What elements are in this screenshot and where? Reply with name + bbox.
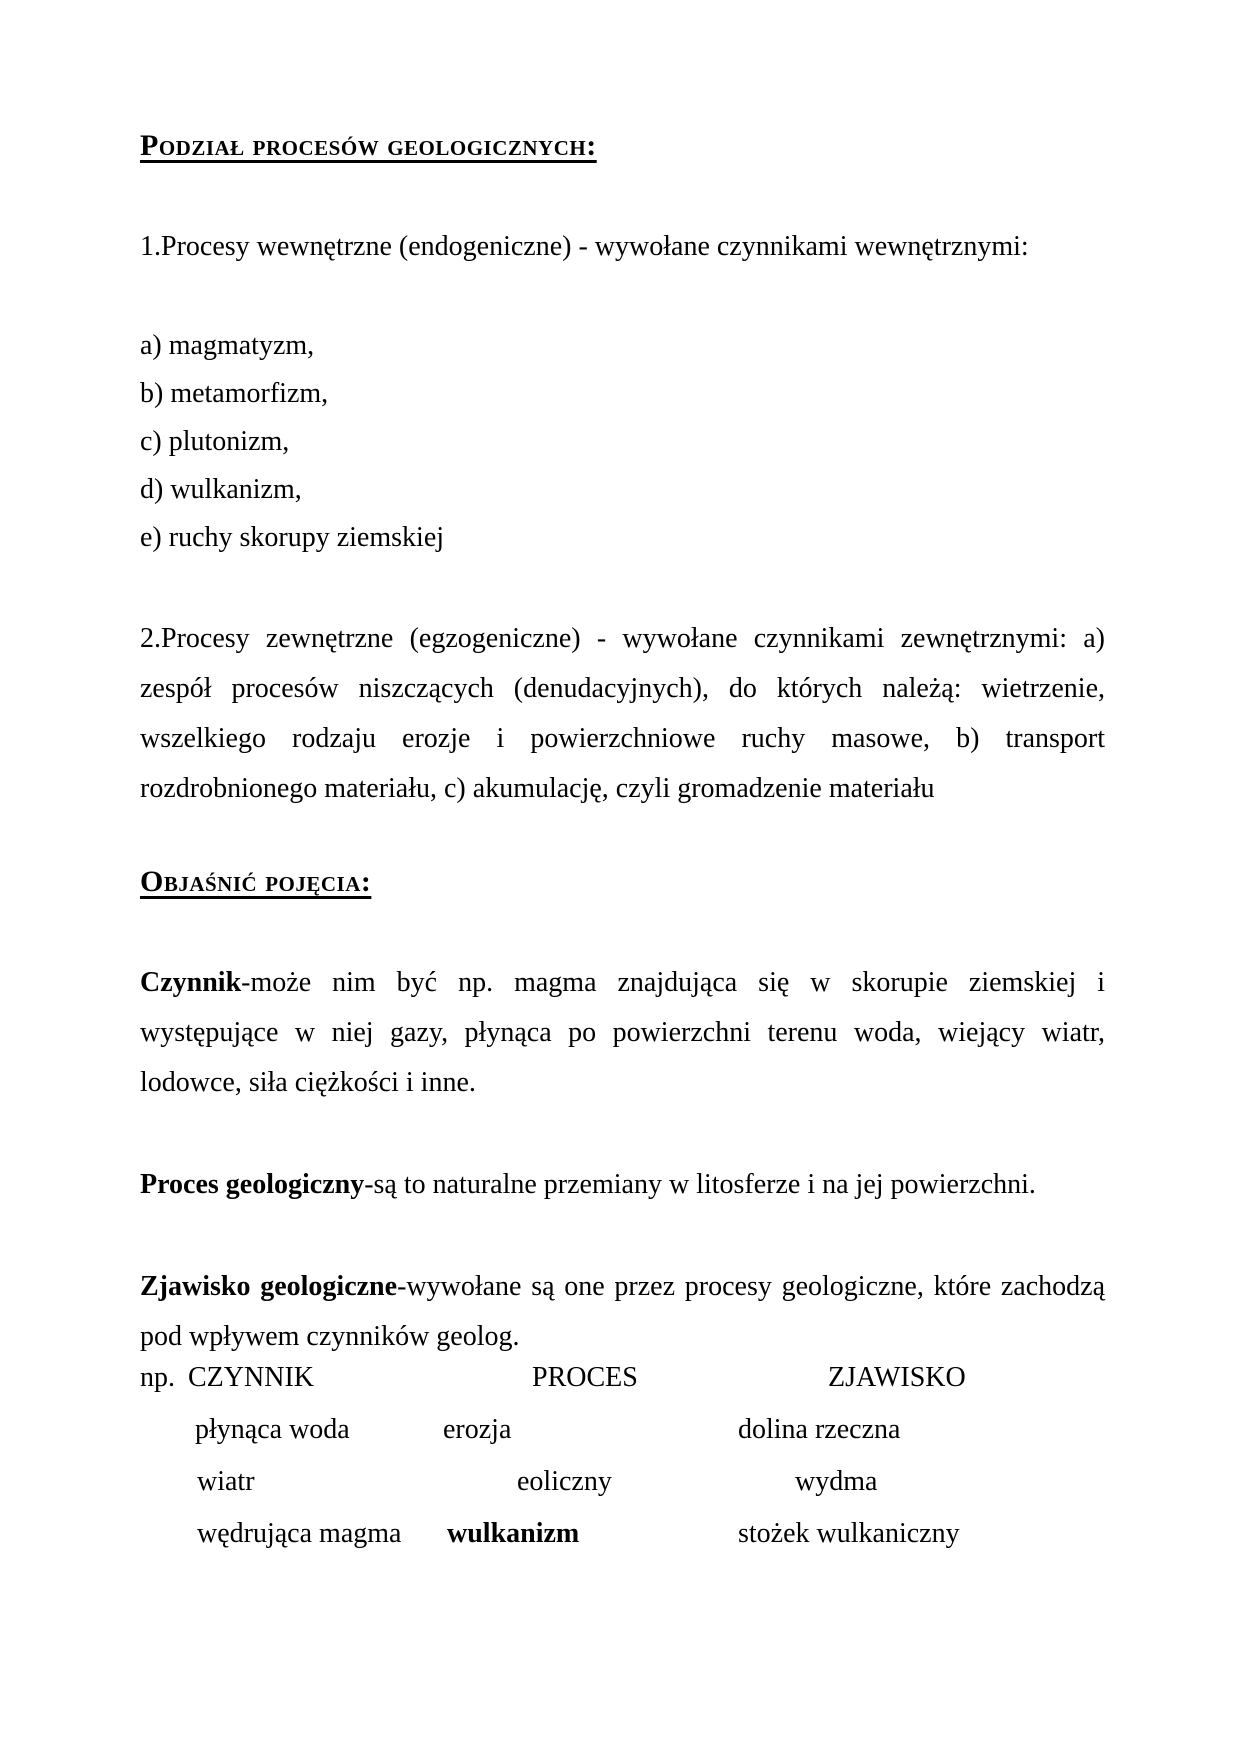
list-item-c: c) plutonizm,: [140, 426, 290, 457]
paragraph-procesy-zewnetrzne: 2.Procesy zewnętrzne (egzogeniczne) - wywołane czynnikami zewnętrznymi: a) zespół procesów niszczących (denudacyjnych), do których należą: wietrzenie, wszelkiego rodzaju erozje i powierzchniowe ruchy masowe, b) transport rozdrobnionego materiału, c) akumulację, czyli gromadzenie materiału: [140, 623, 1105, 804]
list-procesy-wewnetrzne: [140, 322, 1105, 562]
definition-czynnik: [140, 958, 1105, 1108]
table-cell-proces: wulkanizm: [447, 1518, 580, 1549]
definition-zjawisko-geologiczne: [140, 1262, 1105, 1362]
list-item-a: a) magmatyzm,: [140, 330, 315, 361]
table-cell-zjawisko: wydma: [795, 1466, 878, 1497]
table-header-prefix: np.: [140, 1362, 175, 1393]
list-item-d: d) wulkanizm,: [140, 474, 302, 505]
document-content: [140, 128, 1105, 1570]
definition-term-czynnik: Czynnik: [140, 967, 242, 998]
table-cell-proces: erozja: [443, 1414, 512, 1445]
table-header-proces: PROCES: [532, 1362, 638, 1393]
definition-text-zjawisko-geologiczne: -wywołane są one przez procesy geologiczne, które zachodzą pod wpływem czynników geolog.: [140, 1271, 1106, 1352]
definition-term-proces-geologiczny: Proces geologiczny: [140, 1169, 365, 1200]
list-item-b: b) metamorfizm,: [140, 378, 329, 409]
table-cell-czynnik: wiatr: [197, 1466, 255, 1497]
table-cell-zjawisko: stożek wulkaniczny: [738, 1518, 960, 1549]
table-header-czynnik: CZYNNIK: [188, 1362, 314, 1393]
paragraph-procesy-wewnetrzne: 1.Procesy wewnętrzne (endogeniczne) - wywołane czynnikami wewnętrznymi:: [140, 231, 1029, 262]
definition-proces-geologiczny: [140, 1160, 1105, 1210]
table-cell-zjawisko: dolina rzeczna: [738, 1414, 901, 1445]
table-header-row: [140, 1362, 1105, 1414]
definition-text-proces-geologiczny: -są to naturalne przemiany w litosferze i na jej powierzchni.: [364, 1169, 1036, 1200]
table-header-zjawisko: ZJAWISKO: [828, 1362, 966, 1393]
list-item-e: e) ruchy skorupy ziemskiej: [140, 522, 445, 553]
table-cell-czynnik: wędrująca magma: [197, 1518, 402, 1549]
table-row: [140, 1518, 1105, 1570]
table-row: [140, 1414, 1105, 1466]
definition-term-zjawisko-geologiczne: Zjawisko geologiczne: [140, 1271, 398, 1302]
table-cell-czynnik: płynąca woda: [195, 1414, 350, 1445]
example-table: [140, 1362, 1105, 1570]
definition-text-czynnik: -może nim być np. magma znajdująca się w skorupie ziemskiej i występujące w niej gazy, płynąca po powierzchni terenu woda, wiejący wiatr, lodowce, siła ciężkości i inne.: [140, 967, 1105, 1098]
section-heading-objasnic-pojecia: Objaśnić pojęcia:: [140, 865, 372, 898]
table-cell-proces: eoliczny: [517, 1466, 612, 1497]
table-row: [140, 1466, 1105, 1518]
section-heading-podzial: Podział procesów geologicznych:: [140, 129, 597, 162]
